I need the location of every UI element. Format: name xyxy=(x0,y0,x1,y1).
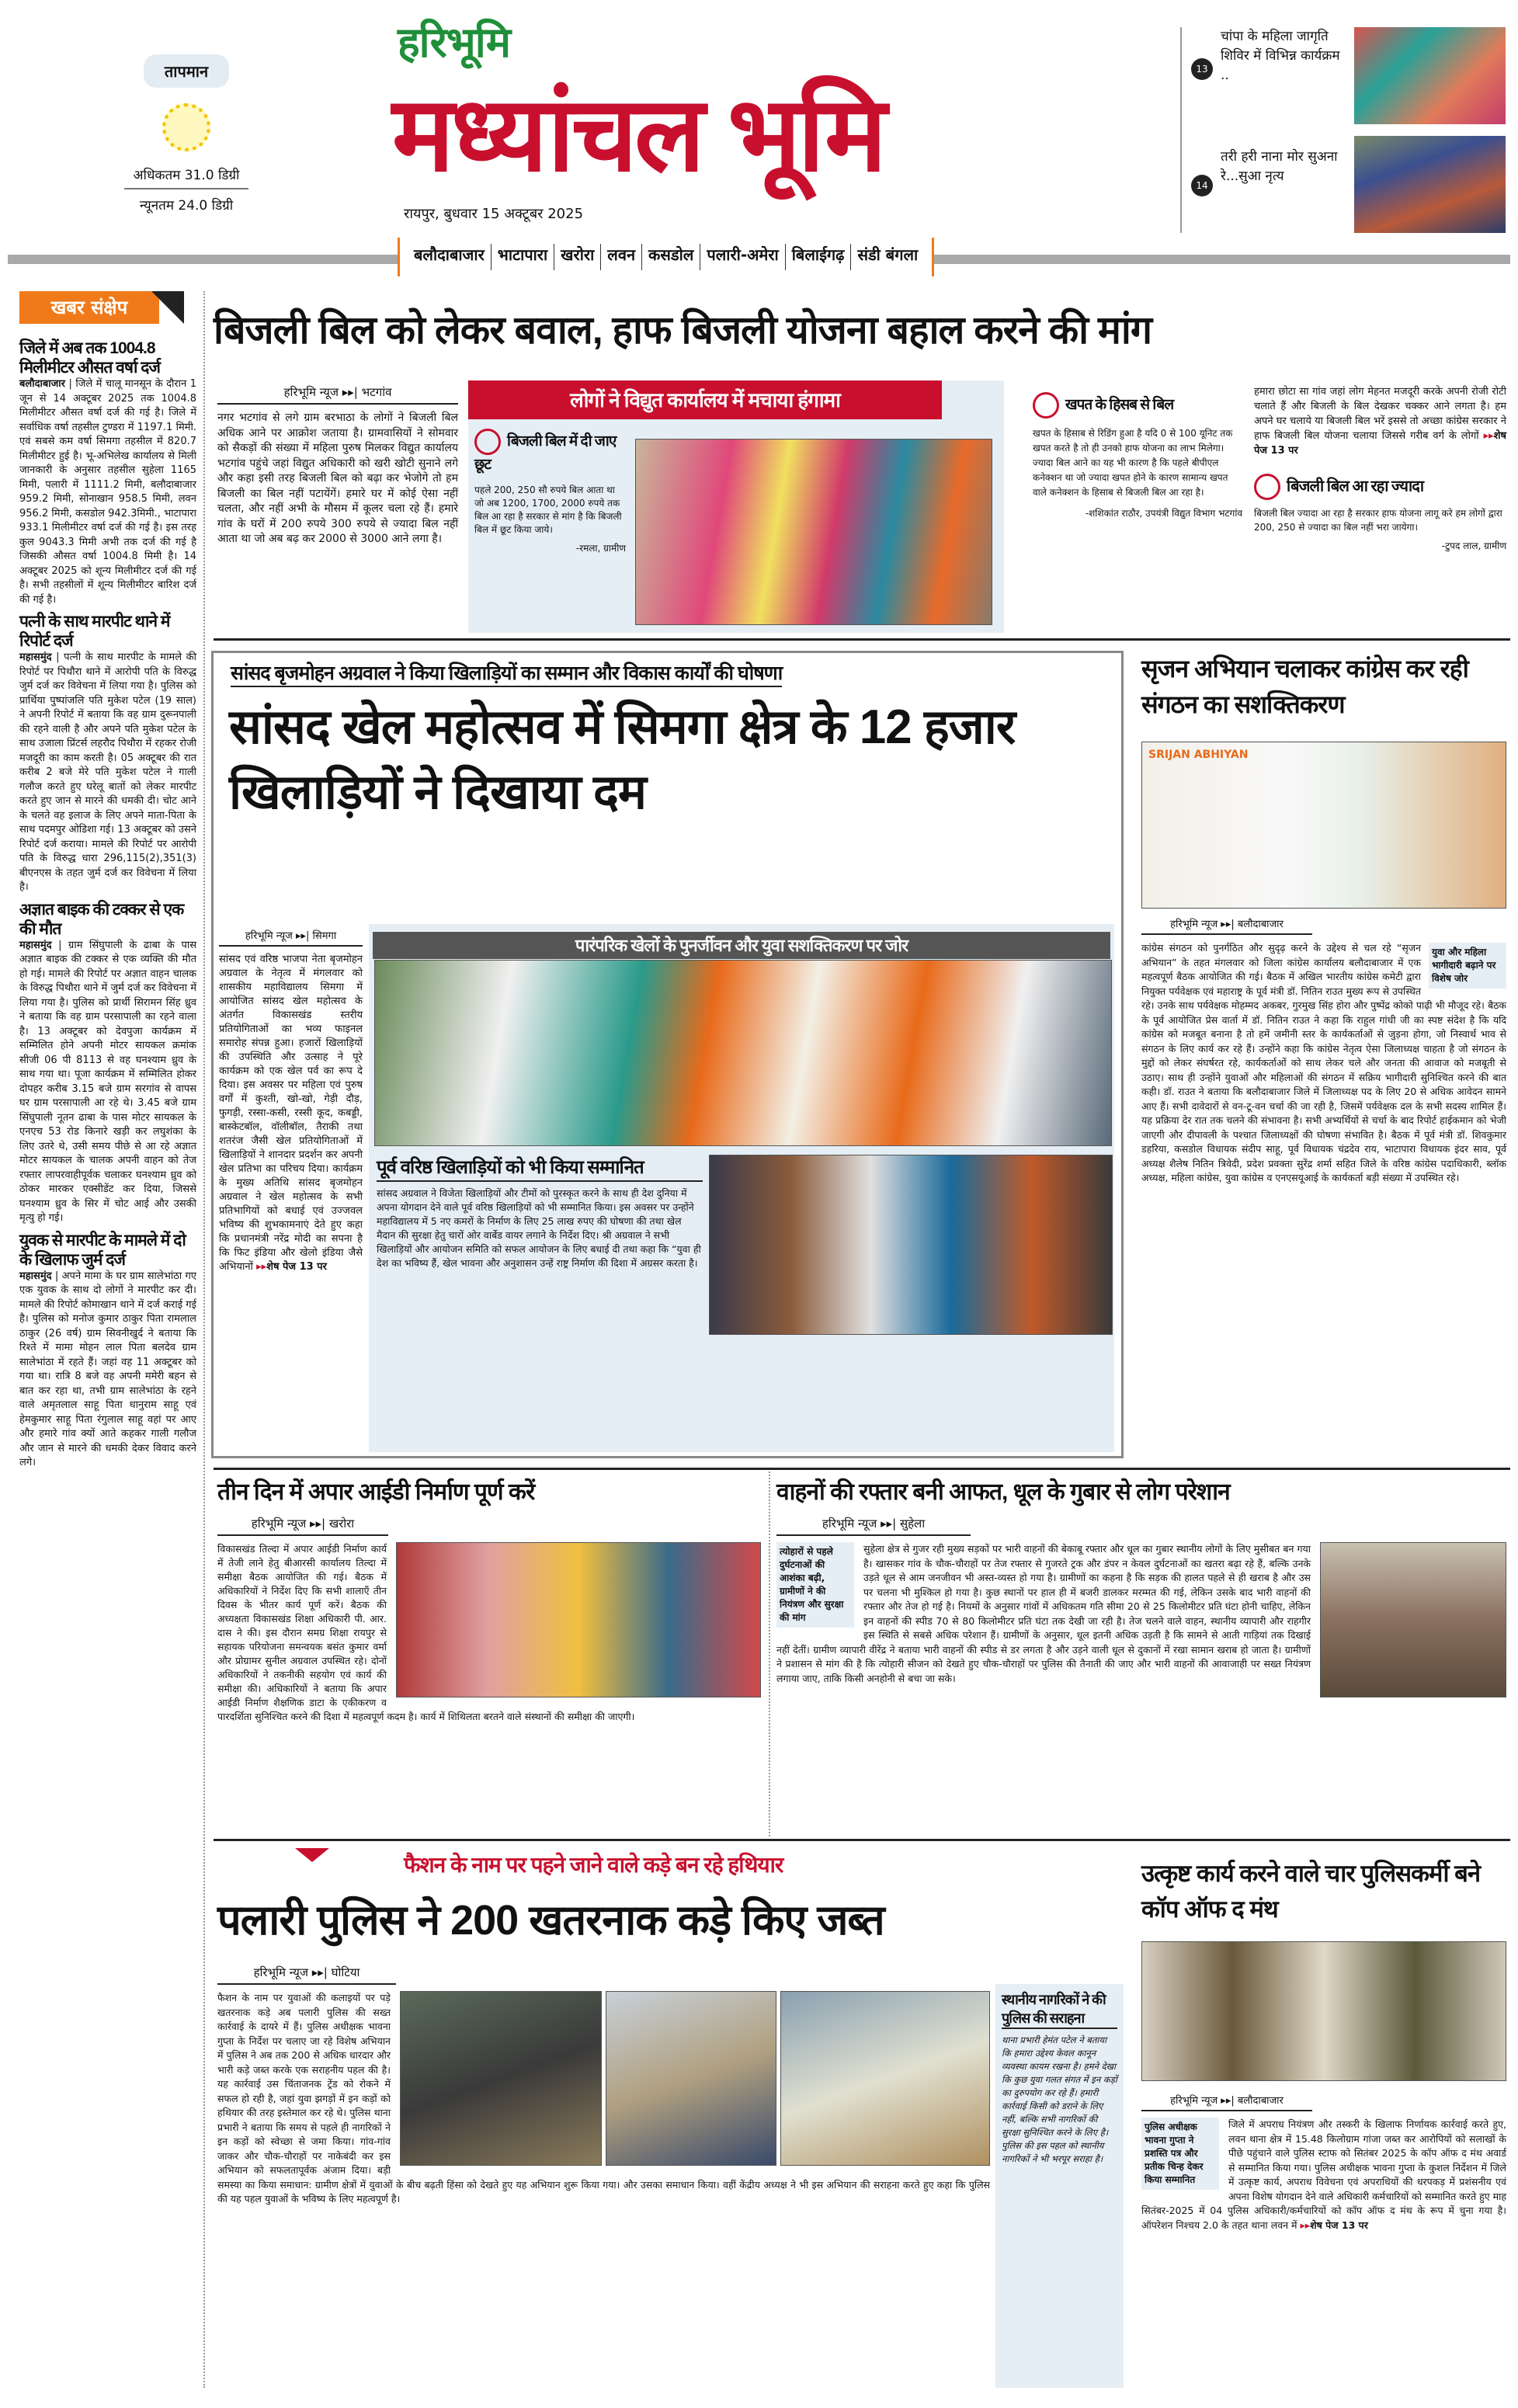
it-photo xyxy=(396,1542,761,1697)
continued-link[interactable]: ▸▸ शेष पेज 13 पर xyxy=(256,1261,327,1273)
brief-title: युवक से मारपीट के मामले में दो के खिलाफ जुर्म दर्ज xyxy=(19,1231,186,1269)
brief-body: महासमुंद | अपने मामा के घर ग्राम सालेभांठा गए एक युवक के साथ दो लोगों ने मारपीट कर दी। मामले की रिपोर्ट कोमाखान थाने में दर्ज कराई गई है। पुलिस को मनोज कुमार ठाकुर पिता रामलाल ठाकुर (26 वर्ष) ग्राम सिवनीखुर्द ने बताया कि रिश्ते में मामा मोहन लाल पिता बलदेव ग्राम सालेभांठा में रहते हैं। जहां वह 11 अक्टूबर को गया था। रात्रि 8 बजे वह अपनी ममेरी बहन से बात कर रहा था, तभी ग्राम सालेभांठा के रहने वाले अमृतलाल साहू पिता धानुराम साहू एवं हेमकुमार साहू पिता रंगुलाल साहू वहां पर आए और हमारे गांव क्यों आते कहकर गाली गलौज और जान से मारने की धमकी देकर विवाद करने लगे। xyxy=(19,1270,196,1468)
police-photos xyxy=(400,1991,990,2166)
quote-text: पहले 200, 250 सौ रुपये बिल आता था जो अब 1200, 1700, 2000 रुपये तक बिल आ रहा है सरकार से मांग है कि बिजली बिल में छूट किया जाये। xyxy=(474,485,622,535)
edition-nav xyxy=(398,238,934,276)
lead-story xyxy=(217,384,458,547)
nav-item[interactable]: बलौदाबाजार xyxy=(414,245,485,264)
sidebox-title: स्थानीय नागरिकों ने की पुलिस की सराहना xyxy=(1002,1990,1117,2029)
nav-item[interactable]: कसडोल xyxy=(641,244,700,270)
quote-by: -शशिकांत राठौर, उपयंत्री विद्युत विभाग भटगांव xyxy=(1085,508,1242,519)
byline: हरिभूमि न्यूज ▸▸| खरोरा xyxy=(217,1516,388,1536)
brief-title: जिले में अब तक 1004.8 मिलीमीटर औसत वर्षा दर्ज xyxy=(19,339,160,377)
temp-max: अधिकतम 31.0 डिग्री xyxy=(124,165,248,189)
teaser-panel xyxy=(1180,27,1506,233)
brief-column xyxy=(19,334,196,1471)
sub-body: सांसद अग्रवाल ने विजेता खिलाड़ियों और टीमों को पुरस्कृत करने के साथ ही देश दुनिया में अपना योगदान देने वाले पूर्व वरिष्ठ खिलाड़ियों को भी सम्मानित किया। इस अवसर पर उन्होंने महाविद्यालय में 5 नए कमरों के निर्माण के लिए 25 लाख रुपए की घोषणा की तथा खेल मैदान की सुरक्षा हेतु चारों ओर वार्बेड वायर लगाने के निर्देश दिए। श्री अग्रवाल ने सभी खिलाड़ियों और आयोजन समिति को सफल आयोजन के लिए बधाई दी तथा कहा कि “युवा ही देश का भविष्य हैं, खेल भावना और अनुशासन उन्हें राष्ट्र निर्माण की दिशा में अग्रसर करता है। xyxy=(377,1187,701,1269)
sports-kicker: सांसद बृजमोहन अग्रवाल ने किया खिलाड़ियों का सम्मान और विकास कार्यों की घोषणा xyxy=(231,659,782,687)
brief-title: पत्नी के साथ मारपीट थाने में रिपोर्ट दर्ज xyxy=(19,613,170,650)
brief-label: खबर संक्षेप xyxy=(19,291,159,324)
sports-second-photo xyxy=(709,1155,1113,1335)
quote-title: बिजली बिल में दी जाए छूट xyxy=(474,433,617,473)
teaser[interactable] xyxy=(1191,27,1502,124)
byline: हरिभूमि न्यूज ▸▸| सिमगा xyxy=(219,928,363,947)
nav-item[interactable]: बिलाईगढ़ xyxy=(785,244,851,270)
speech-bubble-icon xyxy=(1254,474,1280,500)
story-body: विकासखंड तिल्दा में अपार आईडी निर्माण कार्य में तेजी लाने हेतु बीआरसी कार्यालय तिल्दा में समीक्षा बैठक आयोजित की गई। बैठक में अधिकारियों ने निर्देश दिए कि सभी शालाएँ तीन दिवस के भीतर कार्य पूर्ण करें। बैठक की अध्यक्षता विकासखंड शिक्षा अधिकारी पी. आर. दास ने की। इस दौरान समग्र शिक्षा रायपुर से सहायक परियोजना समन्वयक बसंत कुमार वर्मा और प्रोग्रामर सुनील अग्रवाल उपस्थित रहे। दोनों अधिकारियों ने तकनीकी सहयोग एवं कार्य की समीक्षा की। अधिकारियों ने बताया कि अपार आईडी निर्माण शैक्षणिक डाटा के एकीकरण व पारदर्शिता सुनिश्चित करने की दिशा में महत्वपूर्ण कदम है। कार्य में शिथिलता बरतने वाले संस्थानों की समीक्षा की जाएगी। xyxy=(217,1543,635,1722)
quote-by: -रमला, ग्रामीण xyxy=(575,543,626,554)
teaser-text: चांपा के महिला जागृति शिविर में विभिन्न कार्यक्रम .. xyxy=(1221,29,1340,83)
police-kicker: फैशन के नाम पर पहने जाने वाले कड़े बन रहे हथियार xyxy=(404,1853,783,1877)
divider xyxy=(214,638,1510,641)
lead-side xyxy=(1254,384,1506,552)
sports-headline: सांसद खेल महोत्सव में सिमगा क्षेत्र के 12 हजार खिलाड़ियों ने दिखाया दम xyxy=(229,700,1016,819)
continued-link[interactable]: ▸▸ शेष पेज 13 पर xyxy=(1254,430,1506,457)
story-body-container xyxy=(1141,941,1506,1186)
weather-label: तापमान xyxy=(144,54,229,88)
brief-place: महासमुंद xyxy=(19,1270,52,1282)
congress-story xyxy=(1141,916,1506,1186)
pull-quote: पुलिस अधीक्षक भावना गुप्ता ने प्रशस्ति पत्र और प्रतीक चिन्ह देकर किया सम्मानित xyxy=(1141,2118,1219,2190)
protest-photo xyxy=(635,439,992,625)
nav-item[interactable]: खरोरा xyxy=(554,244,600,270)
continued-link[interactable]: ▸▸ शेष पेज 13 पर xyxy=(1301,2219,1368,2231)
story-body-container xyxy=(1141,2118,1506,2233)
story-body: फैशन के नाम पर युवाओं की कलाइयों पर पड़े खतरनाक कड़े अब पलारी पुलिस की सख्त कार्रवाई के दायरे में हैं। पुलिस अधीक्षक भावना गुप्ता के निर्देश पर चलाए जा रहे विशेष अभियान में पुलिस ने अब तक 200 से अधिक धारदार और भारी कड़े जब्त करके एक सराहनीय पहल की है। यह कार्रवाई उस चिंताजनक ट्रेंड को रोकने में सफल हो रही है, जहां युवा झगड़ों में इन कड़ों को हथियार की तरह इस्तेमाल कर रहे थे। पुलिस थाना प्रभारी ने बताया कि समय से पहले ही नागरिकों ने इन कड़ों को स्वेच्छा से जमा किया। गांव-गांव जाकर और चौक-चौराहों पर नाकेबंदी कर इस अभियान को सफलतापूर्वक अंजाम दिया। बड़ी समस्या का किया समाधान: ग्रामीण क्षेत्रों में युवाओं के बीच बढ़ती हिंसा को देखते हुए यह अभियान शुरू किया गया। और उसका समाधान किया। वहीं केंद्रीय अध्यक्ष ने भी इस अभियान की सराहना करते हुए कहा कि पुलिस की यह पहल युवाओं के भविष्य के लिए महत्वपूर्ण है। xyxy=(217,1992,990,2205)
lead-headline: बिजली बिल को लेकर बवाल, हाफ बिजली योजना बहाल करने की मांग xyxy=(214,308,1152,352)
page-badge: 14 xyxy=(1191,175,1213,196)
sports-main-photo xyxy=(374,960,1112,1146)
police-sidebox xyxy=(995,1984,1124,2388)
traffic-story xyxy=(776,1516,1506,1702)
police-headline: पलारी पुलिस ने 200 खतरनाक कड़े किए जब्त xyxy=(217,1897,884,1944)
brief-item xyxy=(19,1231,196,1471)
police-story xyxy=(217,1965,990,2207)
sports-story xyxy=(219,928,363,1274)
traffic-photo xyxy=(1320,1542,1506,1697)
nav-item[interactable]: भाटापारा xyxy=(491,244,554,270)
sports-sub xyxy=(377,1157,703,1270)
story-body: सुहेला क्षेत्र से गुजर रही मुख्य सड़कों पर भारी वाहनों की बेकाबू रफ्तार और धूल का गुबार स्थानीय लोगों के लिए मुसीबत बन गया है। खासकर गांव के चौक-चौराहों पर तेज रफ्तार से गुजरते ट्रक और डंपर न केवल दुर्घटनाओं का खतरा बढ़ा रहे हैं, बल्कि उनके उड़ते धूल से आम जनजीवन भी अस्त-व्यस्त हो गया है। ग्रामीणों का कहना है कि सड़क की हालत पहले से ही खराब है और उस पर चलना भी मुश्किल हो गया है। कुछ स्थानों पर हाल ही में बजरी डालकर मरम्मत की गई, लेकिन उसके बाद भारी वाहनों की रफ्तार और तेज हो गई है। नियमों के अनुसार गांवों में अधिकतम गति सीमा 20 से 25 किलोमीटर प्रति घंटा होनी चाहिए, लेकिन इन वाहनों की स्पीड 70 से 80 किलोमीटर प्रति घंटा तक देखी जा रही है। तेज चलने वाले वाहन, स्थानीय व्यापारी और राहगीर इस स्थिति से सबसे अधिक परेशान हैं। ग्रामीणों के अनुसार, धूल इतनी अधिक उड़ती है कि सामने से आती गाड़ियां तक दिखाई नहीं देतीं। ग्रामीण व्यापारी वीरेंद्र ने बताया भारी वाहनों की स्पीड से डर लगता है और उड़ने वाली धूल से दुकानों में रखा सामान खराब हो जाता है। ग्रामीणों ने प्रशासन से मांग की है कि त्योहारी सीजन को देखते हुए चौक-चौराहों पर पुलिस की तैनाती की जाए और भारी वाहनों की आवाजाही पर सख्त नियंत्रण लगाया जाए, ताकि किसी अनहोनी से बचा जा सके। xyxy=(776,1543,1311,1684)
speech-bubble-icon xyxy=(474,429,501,455)
byline: हरिभूमि न्यूज ▸▸| भटगांव xyxy=(217,384,458,405)
dateline: रायपुर, बुधवार 15 अक्टूबर 2025 xyxy=(404,206,584,222)
page-badge: 13 xyxy=(1191,58,1213,80)
brief-body: महासमुंद | ग्राम सिंघुपाली के ढाबा के पास अज्ञात बाइक की टक्कर से एक व्यक्ति की मौत हो गई। मामले की रिपोर्ट पर अज्ञात वाहन चालक के विरुद्ध पिथौरा थाने में जुर्म दर्ज कर विवेचना में लिया गया है। पुलिस को प्रार्थी सिरामन सिंह ध्रुव ने बताया कि वह ग्राम परसापाली का रहने वाला है। 13 अक्टूबर को देवपुजा कार्यक्रम में सम्मिलित होने अपनी मोटर सायकल क्रमांक सीजी 06 पी 8113 से वह घनश्याम ध्रुव के साथ गया था। पूजा कार्यक्रम में सम्मिलित होकर दोपहर करीब 3.15 बजे ग्राम सरगांव से वापस घर ग्राम परसापाली आ रहे थे। 3.45 बजे ग्राम सिंघुपाली नूतन ढाबा के पास मोटर सायकल के एनएच 53 रोड किनारे खड़ी कर लघुशंका के लिए उतरे थे, उसी समय पीछे से आ रहे अज्ञात मोटर सायकल के चालक अपनी वाहन को तेज रफ्तार लापरवाहीपूर्वक चलाकर घनश्याम ध्रुव को ठोकर मारकर एक्सीडेंट कर दिया, जिससे घनश्याम ध्रुव के सिर में चोट आई और उसकी मृत्यु हो गई। xyxy=(19,939,196,1224)
chevron-icon xyxy=(295,1848,329,1862)
pull-quote: त्योहारों से पहले दुर्घटनाओं की आशंका बढ़ी, ग्रामीणों ने की नियंत्रण और सुरक्षा की मांग xyxy=(776,1542,854,1628)
weather-box xyxy=(116,54,256,233)
quote xyxy=(474,429,626,554)
divider xyxy=(214,1468,1510,1470)
banner-text: SRIJAN ABHIYAN xyxy=(1148,749,1249,761)
award-photo xyxy=(1141,1941,1506,2081)
story-body: सांसद एवं वरिष्ठ भाजपा नेता बृजमोहन अग्रवाल के नेतृत्व में मंगलवार को शासकीय महाविद्यालय सिमगा में आयोजित सांसद खेल महोत्सव के अंतर्गत विकासखंड स्तरीय प्रतियोगिताओं का भव्य फाइनल समारोह संपन्न हुआ। हजारों खिलाड़ियों की उपस्थिति और उत्साह ने पूरे कार्यक्रम को एक खेल पर्व का रूप दे दिया। इस अवसर पर महिला एवं पुरुष वर्गों में कुश्ती, खो-खो, गेड़ी दौड़, फुगड़ी, रस्सा-कसी, रस्सी कूद, कबड्डी, बास्केटबॉल, वॉलीबॉल, तैराकी तथा शतरंज जैसी खेल प्रतियोगिताओं में खिलाड़ियों ने शानदार प्रदर्शन कर अपनी खेल प्रतिभा का परिचय दिया। कार्यक्रम के मुख्य अतिथि सांसद बृजमोहन अग्रवाल ने खेल महोत्सव के सभी प्रतिभागियों को बधाई एवं उज्जवल भविष्य की शुभकामनाएं देते हुए कहा कि प्रधानमंत्री नरेंद्र मोदी का सपना है कि फिट इंडिया और खेलो इंडिया जैसे अभियानों ▸▸ शेष पेज 13 पर xyxy=(219,953,363,1274)
teaser-photo xyxy=(1354,136,1506,233)
story-body: नगर भटगांव से लगे ग्राम बरभाठा के लोगों ने बिजली बिल अधिक आने पर आक्रोश जताया है। ग्रामवासियों ने सोमवार को सैकड़ों की संख्या में महिला पुरुष मिलकर विद्युत कार्यालय भटगांव पहुंचे जहां विद्युत अधिकारी को खरी खोटी सुनाने लगे और कहा इसी तरह बिजली बिल को बढ़ा कर भेजोगे तो हम बिजली का बिल नहीं पटायेंगें। हमारे घर में कोई ऐसा नहीं चलता, और नहीं अभी के मौसम में कूलर चला रहे हैं। हमारे गांव के घरों में 200 रुपये 300 रुपये से ज्यादा बिल नहीं आता था जो अब बढ़ कर 2000 से 3000 आने लगा है। xyxy=(217,412,458,545)
story-body: कांग्रेस संगठन को पुनर्गठित और सुदृढ़ करने के उद्देश्य से चल रहे “सृजन अभियान” के तहत मंगलवार को जिला कांग्रेस कार्यालय बलौदाबाजार में एक महत्वपूर्ण बैठक आयोजित की गई। बैठक में अखिल भारतीय कांग्रेस कमेटी द्वारा नियुक्त पर्यवेक्षक एवं महाराष्ट्र के पूर्व मंत्री डॉ. नितिन राउत मुख्य रूप से उपस्थित रहे। उनके साथ पर्यवेक्षक मोहम्मद अकबर, गुरमुख सिंह होरा और पुष्पेंद्र कोको पाढ़ी भी मौजूद रहे। बैठक के पूर्व आयोजित प्रेस वार्ता में डॉ. नितिन राउत ने कहा कि राहुल गांधी जी का स्पष्ट संदेश है कि यदि कांग्रेस को मजबूत बनाना है तो हमें जमीनी स्तर के कार्यकर्ताओं से जुड़ना होगा, जो निस्वार्थ भाव से संगठन के लिए कार्य कर रहे हैं। उन्होंने कहा कि कांग्रेस नेतृत्व ऐसा जिलाध्यक्ष चाहता है जो संगठन के मुद्दों को लेकर संघर्षरत रहे, कार्यकर्ताओं को साथ लेकर चले और जनता की आवाज को मजबूती से उठाए। साथ ही उन्होंने युवाओं और महिलाओं की संगठन में सक्रिय भागीदारी सुनिश्चित करने की बात कही। डॉ. राउत ने बताया कि बलौदाबाजार जिले में जिलाध्यक्ष पद के लिए 20 से अधिक आवेदन सामने आए हैं। सभी दावेदारों से वन-टू-वन चर्चा की जा रही है, जिसमें पर्यवेक्षक दल के सभी सदस्य शामिल हैं। यह प्रक्रिया देर रात तक चलने की संभावना है। सभी अभ्यर्थियों से चर्चा के बाद रिपोर्ट हाईकमान को भेजी जाएगी और दीपावली के पश्चात जिलाध्यक्षों की घोषणा संभावित है। बैठक में पूर्व मंत्री डॉ. शिवकुमार डहरिया, कसडोल विधायक संदीप साहू, पूर्व विधायक चंद्रदेव राय, भाटापारा विधायक इंदर साव, पूर्व अध्यक्ष शैलेष नितिन त्रिवेदी, प्रदेश प्रवक्ता सुरेंद्र शर्मा सहित जिले के वरिष्ठ कांग्रेस पदाधिकारी, ब्लॉक अध्यक्ष, महिला कांग्रेस, युवा कांग्रेस व एनएसयूआई के कार्यकर्ता बड़ी संख्या में उपस्थित रहे। xyxy=(1141,942,1506,1183)
brief-body: बलौदाबाजार | जिले में चालू मानसून के दौरान 1 जून से 14 अक्टूबर 2025 तक 1004.8 मिलीमीटर औसत वर्षा दर्ज की गई है। जिले में सर्वाधिक वर्षा तहसील टुण्डरा में 1197.1 मिमी. एवं सबसे कम वर्षा सिमगा तहसील में 820.7 मिलीमीटर हुई है। भू-अभिलेख कार्यालय से मिली जानकारी के अनुसार तहसील सुहेला 1165 मिमी, पलारी में 1111.2 मिमी, बलौदाबाजार 959.2 मिमी, सोनाखान 958.5 मिमी, लवन 956.2 मिमी, कसडोल 942.3मिमी., भाटापारा 933.1 मिलीमीटर वर्षा दर्ज की गई है। इस तरह कुल 9043.3 मिमी अभी तक दर्ज की गई है जिसकी औसत वर्षा 1004.8 मिमी है। 14 अक्टूबर 2025 को शून्य मिलीमीटर दर्ज की गई है। सभी तहसीलों में शून्य मिलीमीटर बारिश दर्ज की गई है। xyxy=(19,378,196,606)
story-body: हमारा छोटा सा गांव जहां लोग मेहनत मजदूरी करके अपनी रोजी रोटी चलाते हैं और बिजली के बिल देखकर चक्कर आने लगता है। हम अपने घर चलाये या बिजली बिल भरें इससे तो अच्छा कांग्रेस सरकार ने हाफ बिजली बिल योजना चलाया जिससे गरीब वर्ग के लोगों ▸▸ शेष पेज 13 पर xyxy=(1254,384,1506,458)
quote-text: खपत के हिसाब से रिडिंग हुआ है यदि 0 से 100 यूनिट तक खपत करते है तो ही उनको हाफ योजना का लाभ मिलेगा। ज्यादा बिल आने का यह भी कारण है कि पहले बीपीएल कनेक्शन था जो ज्यादा खपत होने के कारण सामान्य खपत वाले कनेक्शन के हिसाब से बिजली बिल आ रहा है। xyxy=(1033,428,1233,498)
byline: हरिभूमि न्यूज ▸▸| बलौदाबाजार xyxy=(1141,2093,1312,2111)
teaser-text: तरी हरी नाना मोर सुअना रे...सुआ नृत्य xyxy=(1221,149,1338,184)
police-photo xyxy=(780,1991,990,2166)
traffic-headline: वाहनों की रफ्तार बनी आफत, धूल के गुबार से लोग परेशान xyxy=(776,1479,1230,1505)
quote-by: -टुपद लाल, ग्रामीण xyxy=(1441,540,1506,551)
brief-body: महासमुंद | पत्नी के साथ मारपीट के मामले की रिपोर्ट पर पिथौरा थाने में आरोपी पति के विरुद्ध जुर्म दर्ज कर विवेचना में लिया गया है। पुलिस को प्रार्थिया पुष्पांजलि पति मुकेश पटेल (19 साल) ने अपनी रिपोर्ट में बताया कि वह ग्राम दुरूनपाली की रहने वाली है और अपने पति मुकेश पटेल के साथ उजाला प्रिंटर्स लहरौद पिथौरा में रहकर रोजी मजदूरी का काम करती है। 05 अक्टूबर की रात करीब 2 बजे मेरे पति मुकेश पटेल ने गाली गलौज करते हुए घरेलू बातों को लेकर मारपीट करते हुए जान से मारने की धमकी दी। चोट आने के चलते वह इलाज के लिए अपने माता-पिता के साथ पदमपुर ओडिशा गई। 13 अक्टूबर को उसने रिपोर्ट दर्ज कराया। मामले की रिपोर्ट पर आरोपी पति के विरुद्ध धारा 296,115(2),351(3) बीएनएस के तहत जुर्म दर्ज कर विवेचना में लिया है। xyxy=(19,652,196,893)
nav-item[interactable]: संडी बंगला xyxy=(850,244,924,270)
lead-box xyxy=(468,380,1004,633)
byline: हरिभूमि न्यूज ▸▸| सुहेला xyxy=(776,1516,971,1536)
congress-headline: सृजन अभियान चलाकर कांग्रेस कर रही संगठन का सशक्तिकरण xyxy=(1141,655,1468,718)
column-divider xyxy=(769,1472,770,1836)
award-story xyxy=(1141,2093,1506,2233)
byline: हरिभूमि न्यूज ▸▸| बलौदाबाजार xyxy=(1141,916,1312,935)
brief-place: महासमुंद xyxy=(19,652,52,663)
sub-headline: पूर्व वरिष्ठ खिलाड़ियों को भी किया सम्मानित xyxy=(377,1157,703,1182)
nav-item[interactable]: पलारी-अमेरा xyxy=(700,244,784,270)
quote xyxy=(1033,392,1242,519)
quote-title: बिजली बिल आ रहा ज्यादा xyxy=(1287,478,1424,495)
brief-item xyxy=(19,339,196,607)
it-headline: तीन दिन में अपार आईडी निर्माण पूर्ण करें xyxy=(217,1479,535,1505)
police-photo xyxy=(400,1991,602,2166)
story-body-container xyxy=(217,1542,761,1724)
congress-photo xyxy=(1141,742,1506,909)
column-divider xyxy=(203,291,205,2388)
teaser[interactable] xyxy=(1191,136,1502,233)
brand-logo: हरिभूमि xyxy=(398,19,510,66)
award-headline: उत्कृष्ट कार्य करने वाले चार पुलिसकर्मी बने कॉप ऑफ द मंथ xyxy=(1141,1860,1481,1923)
pull-quote: युवा और महिला भागीदारी बढ़ाने पर विशेष जोर xyxy=(1429,943,1506,989)
teaser-photo xyxy=(1354,27,1506,124)
temp-min: न्यूनतम 24.0 डिग्री xyxy=(139,198,234,214)
byline: हरिभूमि न्यूज ▸▸| घोटिया xyxy=(217,1965,396,1985)
brief-arrow xyxy=(151,291,184,324)
story-body-container xyxy=(776,1542,1506,1686)
brief-item xyxy=(19,612,196,895)
masthead-title: मध्यांचल भूमि xyxy=(392,77,884,193)
lead-banner: लोगों ने विद्युत कार्यालय में मचाया हंगामा xyxy=(468,380,942,419)
speech-bubble-icon xyxy=(1033,392,1059,419)
police-photo xyxy=(606,1991,776,2166)
sidebox-text: थाना प्रभारी हेमंत पटेल ने बताया कि हमारा उद्देश्य केवल कानून व्यवस्था कायम रखना है। हमने देखा कि कुछ युवा गलत संगत में इन कड़ों का दुरुपयोग कर रहे हैं। हमारी कार्रवाई किसी को डराने के लिए नहीं, बल्कि सभी नागरिकों की सुरक्षा सुनिश्चित करने के लिए है। पुलिस की इस पहल को स्थानीय नागरिकों ने भी भरपूर सराहा है। xyxy=(1002,2034,1117,2164)
brief-place: महासमुंद xyxy=(19,939,52,951)
sun-icon xyxy=(162,103,210,151)
brief-title: अज्ञात बाइक की टक्कर से एक की मौत xyxy=(19,900,184,938)
story-body-container xyxy=(217,1991,990,2207)
brief-place: बलौदाबाजार xyxy=(19,378,65,390)
sports-banner: पारंपरिक खेलों के पुनर्जीवन और युवा सशक्तिकरण पर जोर xyxy=(373,932,1110,959)
nav-item[interactable]: लवन xyxy=(600,244,641,270)
brief-item xyxy=(19,900,196,1226)
it-story xyxy=(217,1516,761,1724)
quote-title: खपत के हिसब से बिल xyxy=(1065,397,1174,414)
divider xyxy=(214,1839,1510,1841)
story-body: जिले में अपराध नियंत्रण और तस्करी के खिलाफ निर्णायक कार्रवाई करते हुए, लवन थाना क्षेत्र में 15.48 किलोग्राम गांजा जब्त कर आरोपियों को सलाखों के पीछे पहुंचाने वाले पुलिस स्टाफ को सितंबर 2025 के कॉप ऑफ द मंथ अवार्ड से सम्मानित किया गया। पुलिस अधीक्षक भावना गुप्ता के कुशल निर्देशन में जिले में उत्कृष्ट कार्य, अपराध विवेचना एवं अपराधियों की धरपकड़ में प्रशंसनीय एवं अपना विशेष योगदान देने वाले अधिकारी कर्मचारियों को सम्मानित करते हुए माह सितंबर-2025 में 04 पुलिस अधिकारी/कर्मचारियों को कॉप ऑफ द मंथ के रूप में चुना गया है। ऑपरेशन निश्चय 2.0 के तहत थाना लवन में xyxy=(1141,2118,1506,2231)
quote-text: बिजली बिल ज्यादा आ रहा है सरकार हाफ योजना लागू करे हम लोगों द्वारा 200, 250 से ज्यादा का बिल नहीं भरा जायेगा। xyxy=(1254,508,1502,533)
